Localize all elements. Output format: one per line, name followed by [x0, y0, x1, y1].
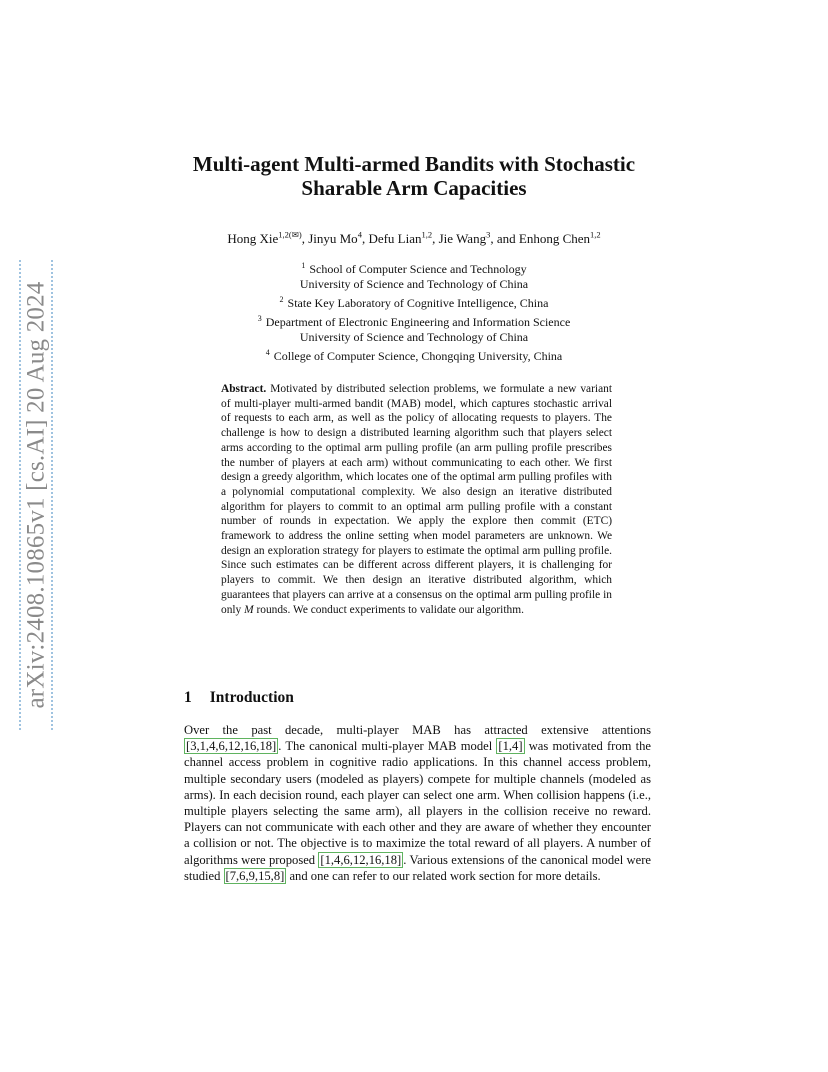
affiliation: University of Science and Technology of China — [299, 330, 529, 344]
intro-paragraph: Over the past decade, multi-player MAB has attracted extensive attentions [3,1,4,6,12,16,18] . The canonical multi-player MAB model [1,4] was motivated from the channel access problem in cognitive radio applications. In this channel access problem, multiple secondary users (modeled as players) compete for multiple channels (modeled as arms). In each decision round, each player can select one arm. When collision happens (i.e., multiple players selecting the same arm), all players in the collision receive no reward. Players can not communicate with each other and they are aware of whether they encounter a collision or not. The objective is to maximize the total reward of all players. A number of algorithms were proposed [1,4,6,12,16,18] . Various extensions of the canonical model were studied [7,6,9,15,8] and one can refer to our related work section for more details. — [184, 723, 651, 883]
affiliation-list — [120, 258, 708, 364]
arxiv-stamp — [19, 260, 53, 730]
citation-link[interactable]: [7,6,9,15,8] — [225, 868, 285, 883]
author — [308, 231, 368, 246]
title-line-1: Multi-agent Multi-armed Bandits with Stochastic — [192, 152, 636, 176]
author — [519, 231, 601, 246]
author-affil: 1,2 — [590, 230, 601, 240]
author — [368, 231, 438, 246]
paper-title — [120, 152, 708, 200]
math-symbol: M — [244, 603, 254, 616]
title-line-2: Sharable Arm Capacities — [301, 176, 527, 200]
author-list — [120, 230, 708, 247]
author-sep: , and — [490, 231, 519, 247]
author-sep: , — [361, 231, 369, 247]
affiliation: University of Science and Technology of China — [299, 277, 529, 291]
affiliation: $^4$ College of Computer Science, Chongqing University, China — [265, 348, 563, 363]
author-name: Enhong Chen — [518, 231, 591, 247]
author-affil: 3 — [486, 230, 491, 240]
author — [227, 231, 308, 246]
affiliation: $^2$ State Key Laboratory of Cognitive Intelligence, China — [279, 295, 549, 310]
abstract-label: Abstract. — [221, 383, 267, 395]
author-name: Jie Wang — [438, 231, 487, 247]
section-number: 1 — [184, 689, 192, 706]
author-name: Hong Xie — [227, 231, 279, 247]
abstract-text-end: rounds. We conduct experiments to validate our algorithm. — [256, 603, 524, 616]
author-affil: 1,2(✉) — [278, 230, 302, 240]
author-sep: , — [301, 231, 309, 247]
author-name: Jinyu Mo — [308, 231, 358, 247]
citation-link[interactable]: [3,1,4,6,12,16,18] — [186, 739, 277, 754]
section-heading — [184, 689, 294, 707]
arxiv-identifier: arXiv:2408.10865v1 [cs.AI] 20 Aug 2024 — [22, 281, 49, 709]
author-affil: 4 — [357, 230, 362, 240]
author — [439, 231, 519, 246]
affiliation: $^1$ School of Computer Science and Technology — [301, 261, 527, 276]
citation-link[interactable]: [1,4,6,12,16,18] — [320, 852, 402, 867]
citation-link[interactable]: [1,4] — [498, 739, 523, 754]
author-affil: 1,2 — [421, 230, 433, 240]
abstract-text: Motivated by distributed selection problems, we formulate a new variant of multi-player multi-armed bandit (MAB) model, which captures stochastic arrival of requests to each arm, as well as the policy of allocating requests to players. The challenge is how to design a distributed learning algorithm such that players select arms according to the optimal arm pulling profile (an arm pulling profile prescribes the number of players at each arm) without communicating to each other. We first design a greedy algorithm, which locates one of the optimal arm pulling profiles with a polynomial computational complexity. We also design an iterative distributed algorithm for players to commit to an optimal arm pulling profile with a constant number of rounds in expectation. We apply the explore then commit (ETC) framework to address the online setting when model parameters are unknown. We design an exploration strategy for players to estimate the optimal arm pulling profile. Since such estimates can be different across different players, it is challenging for players to commit. We then design an iterative distributed algorithm, which guarantees that players can arrive at a consensus on the optimal arm pulling profile in only — [221, 383, 612, 616]
abstract — [221, 382, 612, 617]
affiliation: $^3$ Department of Electronic Engineering and Information Science — [257, 314, 571, 329]
author-name: Defu Lian — [368, 231, 422, 247]
author-sep: , — [432, 231, 439, 247]
section-title: Introduction — [209, 689, 294, 706]
